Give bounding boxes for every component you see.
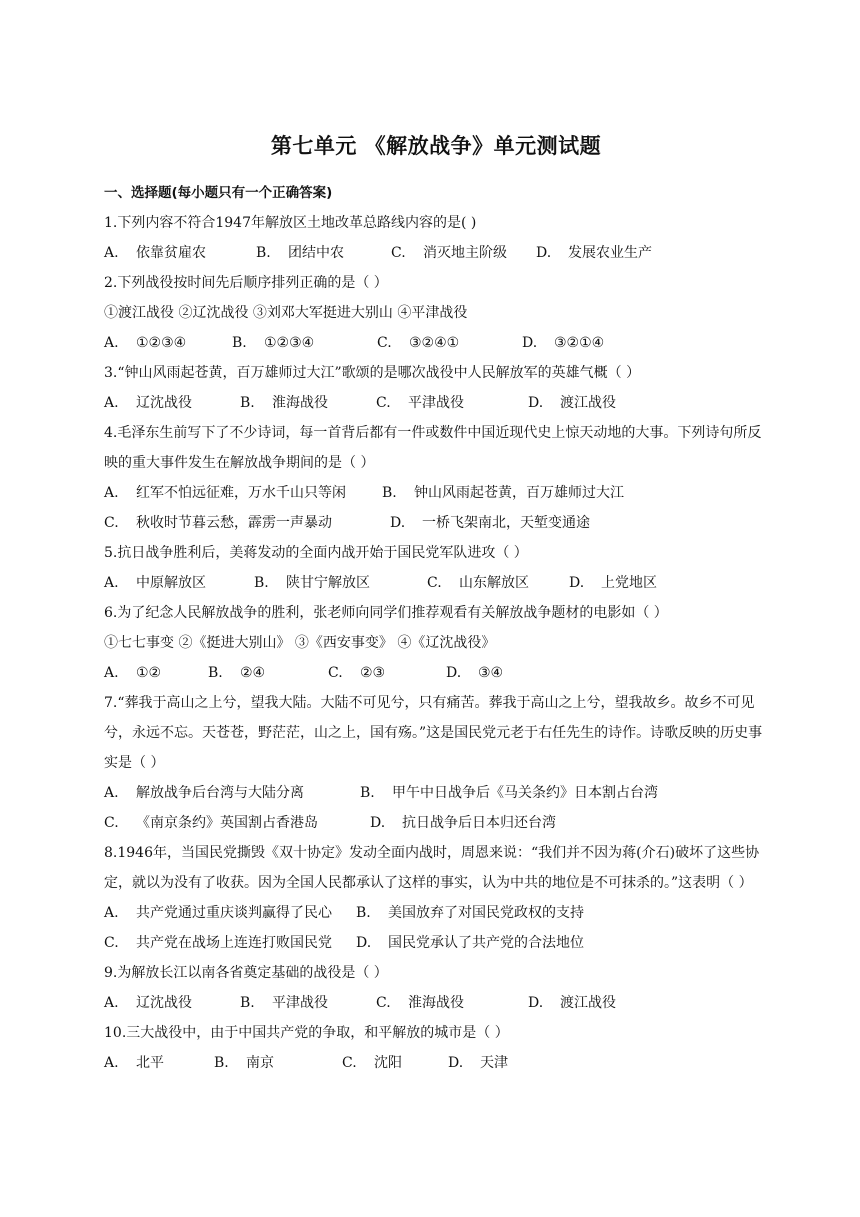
option-letter: A. xyxy=(104,905,119,921)
question-4 xyxy=(104,418,768,538)
option-row xyxy=(104,508,768,538)
option-row xyxy=(104,328,768,358)
option-c xyxy=(427,568,569,598)
option-row xyxy=(104,388,768,418)
option-text: 抗日战争后日本归还台湾 xyxy=(402,815,556,831)
option-text: 渡江战役 xyxy=(560,995,616,1011)
option-row xyxy=(104,928,768,958)
option-text: 沈阳 xyxy=(374,1055,402,1071)
question-10 xyxy=(104,1018,768,1078)
question-9 xyxy=(104,958,768,1018)
option-letter: C. xyxy=(376,995,391,1011)
option-b xyxy=(254,568,427,598)
option-c xyxy=(376,388,528,418)
option-letter: B. xyxy=(360,785,375,801)
option-b xyxy=(240,388,376,418)
option-letter: B. xyxy=(240,395,255,411)
option-a xyxy=(104,388,240,418)
option-text: 北平 xyxy=(136,1055,164,1071)
question-stem: 4.毛泽东生前写下了不少诗词，每一首背后都有一件或数件中国近现代史上惊天动地的大事。下列诗句所反映的重大事件发生在解放战争期间的是（ ） xyxy=(104,425,762,471)
section-heading: 一、选择题(每小题只有一个正确答案) xyxy=(104,185,333,201)
option-letter: A. xyxy=(104,575,119,591)
option-d xyxy=(528,388,668,418)
option-c xyxy=(342,1048,448,1078)
option-letter: A. xyxy=(104,395,119,411)
option-text: 平津战役 xyxy=(408,395,464,411)
option-text: 天津 xyxy=(480,1055,508,1071)
option-text: ①② xyxy=(136,665,162,681)
option-text: 《南京条约》英国割占香港岛 xyxy=(136,815,318,831)
option-letter: A. xyxy=(104,485,119,501)
question-stem: 6.为了纪念人民解放战争的胜利，张老师向同学们推荐观看有关解放战争题材的电影如（ ） xyxy=(104,605,668,621)
option-a xyxy=(104,898,356,928)
option-row xyxy=(104,658,768,688)
option-row xyxy=(104,988,768,1018)
option-text: ②③ xyxy=(360,665,386,681)
option-d xyxy=(446,658,546,688)
option-b xyxy=(208,658,328,688)
option-c xyxy=(104,928,356,958)
option-b xyxy=(256,238,391,268)
option-text: 解放战争后台湾与大陆分离 xyxy=(136,785,304,801)
option-text: 甲午中日战争后《马关条约》日本割占台湾 xyxy=(392,785,658,801)
option-letter: B. xyxy=(256,245,271,261)
option-text: 辽沈战役 xyxy=(136,395,192,411)
question-stem: 7.“葬我于高山之上兮，望我大陆。大陆不可见兮，只有痛苦。葬我于高山之上兮，望我故乡。故乡不可见兮，永远不忘。天苍苍，野茫茫，山之上，国有殇。”这是国民党元老于右任先生的诗作。诗歌反映的历史事实是（ ） xyxy=(104,695,763,771)
option-letter: A. xyxy=(104,1055,119,1071)
option-c xyxy=(104,508,390,538)
option-letter: A. xyxy=(104,995,119,1011)
option-text: 淮海战役 xyxy=(272,395,328,411)
option-row xyxy=(104,898,768,928)
option-a xyxy=(104,778,360,808)
option-row xyxy=(104,238,768,268)
option-b xyxy=(232,328,377,358)
question-stem: 1.下列内容不符合1947年解放区土地改革总路线内容的是( ) xyxy=(104,215,477,231)
question-stem: 9.为解放长江以南各省奠定基础的战役是（ ） xyxy=(104,965,388,981)
option-letter: B. xyxy=(240,995,255,1011)
option-letter: B. xyxy=(382,485,397,501)
option-text: 依靠贫雇农 xyxy=(136,245,206,261)
option-text: 平津战役 xyxy=(272,995,328,1011)
question-sub-stem: ①渡江战役 ②辽沈战役 ③刘邓大军挺进大别山 ④平津战役 xyxy=(104,305,468,321)
option-c xyxy=(104,808,370,838)
option-text: 淮海战役 xyxy=(408,995,464,1011)
option-text: 国民党承认了共产党的合法地位 xyxy=(388,935,584,951)
option-text: ③②①④ xyxy=(554,335,605,351)
option-text: 渡江战役 xyxy=(560,395,616,411)
option-letter: D. xyxy=(528,995,544,1011)
option-letter: D. xyxy=(448,1055,464,1071)
document-title: 第七单元 《解放战争》单元测试题 xyxy=(270,134,602,158)
option-b xyxy=(382,478,682,508)
question-6 xyxy=(104,598,768,688)
option-text: ①②③④ xyxy=(136,335,187,351)
option-a xyxy=(104,1048,214,1078)
option-letter: D. xyxy=(536,245,552,261)
question-stem: 8.1946年，当国民党撕毁《双十协定》发动全面内战时，周恩来说：“我们并不因为蒋(介石)破坏了这些协定，就以为没有了收获。因为全国人民都承认了这样的事实，认为中共的地位是不可抹杀的。”这表明（ ） xyxy=(104,845,760,891)
option-c xyxy=(391,238,536,268)
option-row xyxy=(104,1048,768,1078)
question-3 xyxy=(104,358,768,418)
option-letter: C. xyxy=(377,335,392,351)
option-letter: A. xyxy=(104,665,119,681)
option-letter: D. xyxy=(528,395,544,411)
option-letter: B. xyxy=(208,665,223,681)
option-text: 红军不怕远征难，万水千山只等闲 xyxy=(136,485,346,501)
option-a xyxy=(104,988,240,1018)
option-row xyxy=(104,568,768,598)
option-text: 美国放弃了对国民党政权的支持 xyxy=(388,905,584,921)
option-row xyxy=(104,778,768,808)
question-sub-stem: ①七七事变 ②《挺进大别山》 ③《西安事变》 ④《辽沈战役》 xyxy=(104,635,496,651)
option-letter: C. xyxy=(104,815,119,831)
option-d xyxy=(536,238,696,268)
option-d xyxy=(370,808,670,838)
option-b xyxy=(214,1048,342,1078)
option-letter: D. xyxy=(356,935,372,951)
option-text: 辽沈战役 xyxy=(136,995,192,1011)
option-letter: B. xyxy=(214,1055,229,1071)
question-7 xyxy=(104,688,768,838)
option-text: ②④ xyxy=(240,665,266,681)
option-d xyxy=(569,568,689,598)
option-letter: D. xyxy=(522,335,538,351)
option-c xyxy=(376,988,528,1018)
option-letter: A. xyxy=(104,245,119,261)
option-text: ①②③④ xyxy=(264,335,315,351)
option-text: 团结中农 xyxy=(288,245,344,261)
option-c xyxy=(377,328,522,358)
option-d xyxy=(522,328,662,358)
option-d xyxy=(448,1048,548,1078)
option-letter: D. xyxy=(390,515,406,531)
option-letter: C. xyxy=(328,665,343,681)
option-text: 上党地区 xyxy=(601,575,657,591)
question-stem: 5.抗日战争胜利后，美蒋发动的全面内战开始于国民党军队进攻（ ） xyxy=(104,545,528,561)
option-row xyxy=(104,478,768,508)
option-text: ③④ xyxy=(478,665,504,681)
option-text: 钟山风雨起苍黄，百万雄师过大江 xyxy=(414,485,624,501)
question-8 xyxy=(104,838,768,958)
option-text: 南京 xyxy=(246,1055,274,1071)
option-letter: C. xyxy=(104,515,119,531)
option-a xyxy=(104,568,254,598)
question-stem: 10.三大战役中，由于中国共产党的争取，和平解放的城市是（ ） xyxy=(104,1025,509,1041)
option-text: 秋收时节暮云愁，霹雳一声暴动 xyxy=(136,515,332,531)
question-5 xyxy=(104,538,768,598)
option-b xyxy=(360,778,700,808)
option-letter: A. xyxy=(104,785,119,801)
option-letter: C. xyxy=(376,395,391,411)
option-text: ③②④① xyxy=(409,335,460,351)
option-d xyxy=(356,928,656,958)
option-letter: C. xyxy=(342,1055,357,1071)
question-1 xyxy=(104,208,768,268)
question-stem: 3.“钟山风雨起苍黄，百万雄师过大江”歌颂的是哪次战役中人民解放军的英雄气概（ ） xyxy=(104,365,641,381)
option-letter: B. xyxy=(356,905,371,921)
option-letter: C. xyxy=(427,575,442,591)
option-text: 中原解放区 xyxy=(136,575,206,591)
option-text: 山东解放区 xyxy=(459,575,529,591)
option-letter: D. xyxy=(569,575,585,591)
option-a xyxy=(104,478,382,508)
question-2 xyxy=(104,268,768,358)
option-d xyxy=(528,988,668,1018)
option-b xyxy=(356,898,656,928)
option-row xyxy=(104,808,768,838)
option-text: 陕甘宁解放区 xyxy=(286,575,370,591)
option-text: 共产党通过重庆谈判赢得了民心 xyxy=(136,905,332,921)
option-letter: B. xyxy=(254,575,269,591)
question-list xyxy=(104,208,768,1078)
option-letter: C. xyxy=(391,245,406,261)
option-text: 发展农业生产 xyxy=(568,245,652,261)
option-a xyxy=(104,238,256,268)
option-a xyxy=(104,328,232,358)
option-letter: D. xyxy=(370,815,386,831)
option-text: 一桥飞架南北，天堑变通途 xyxy=(422,515,590,531)
option-d xyxy=(390,508,690,538)
question-stem: 2.下列战役按时间先后顺序排列正确的是（ ） xyxy=(104,275,388,291)
option-a xyxy=(104,658,208,688)
option-text: 共产党在战场上连连打败国民党 xyxy=(136,935,332,951)
option-letter: D. xyxy=(446,665,462,681)
option-letter: C. xyxy=(104,935,119,951)
option-c xyxy=(328,658,446,688)
option-letter: B. xyxy=(232,335,247,351)
option-b xyxy=(240,988,376,1018)
option-text: 消灭地主阶级 xyxy=(423,245,507,261)
option-letter: A. xyxy=(104,335,119,351)
